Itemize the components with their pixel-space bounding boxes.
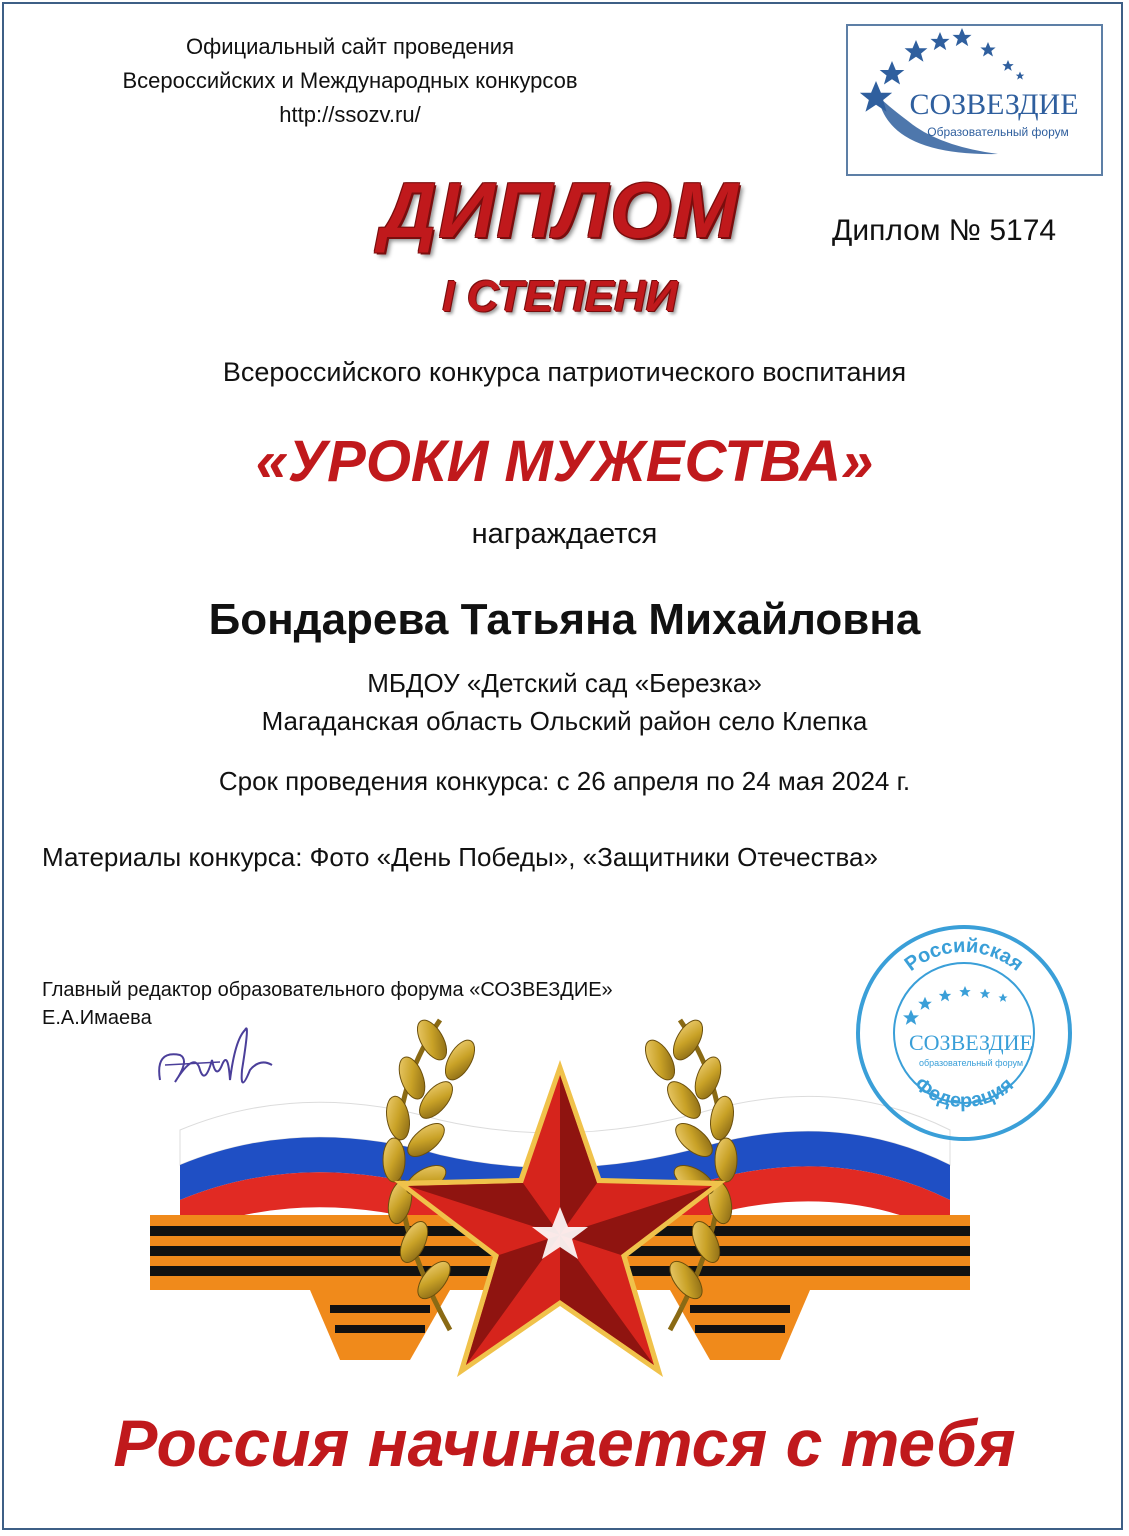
site-url[interactable]: http://ssozv.ru/ [279, 102, 421, 127]
footer-slogan: Россия начинается с тебя [113, 1406, 1016, 1480]
stamp-subtitle: образовательный форум [918, 1058, 1024, 1068]
contest-description: Всероссийского конкурса патриотического воспитания [222, 357, 907, 387]
site-line-2: Всероссийских и Международных конкурсов [122, 68, 578, 93]
recipient-location: Магаданская область Ольский район село Клепка [261, 706, 868, 736]
sozvezdie-logo [846, 24, 1103, 176]
site-line-1: Официальный сайт проведения [185, 34, 514, 59]
editor-signature [150, 1010, 280, 1100]
recipient-organization: МБДОУ «Детский сад «Березка» [367, 668, 762, 698]
recipient-name: Бондарева Татьяна Михайловна [208, 595, 921, 644]
contest-materials: Материалы конкурса: Фото «День Победы», «Защитники Отечества» [42, 842, 878, 872]
stamp-stars [903, 986, 1008, 1025]
official-stamp [853, 922, 1075, 1144]
stamp-top-text: Российская [900, 934, 1028, 976]
logo-subtitle: Образовательный форум [927, 125, 1069, 139]
editor-name: Е.А.Имаева [42, 1007, 152, 1029]
stamp-name: СОЗВЕЗДИЕ [909, 1030, 1033, 1055]
diploma-degree: I СТЕПЕНИ [442, 272, 678, 321]
contest-period: Срок проведения конкурса: с 26 апреля по 24 мая 2024 г. [218, 766, 911, 796]
svg-text:Федерация [910, 1073, 1018, 1112]
logo-name: СОЗВЕЗДИЕ [909, 88, 1079, 121]
svg-text:Российская [901, 935, 1028, 976]
site-header [60, 30, 640, 132]
diploma-title: ДИПЛОМ [380, 166, 740, 254]
editor-title: Главный редактор образовательного форума «СОЗВЕЗДИЕ» [42, 979, 613, 1001]
logo-graphic [848, 26, 1101, 174]
recipient-organization-block [0, 664, 1129, 740]
contest-name: «УРОКИ МУЖЕСТВА» [255, 429, 874, 494]
diploma-number: Диплом № 5174 [832, 214, 1057, 247]
stamp-bottom-text: Федерация [910, 1073, 1018, 1113]
awarded-text: награждается [471, 518, 658, 550]
